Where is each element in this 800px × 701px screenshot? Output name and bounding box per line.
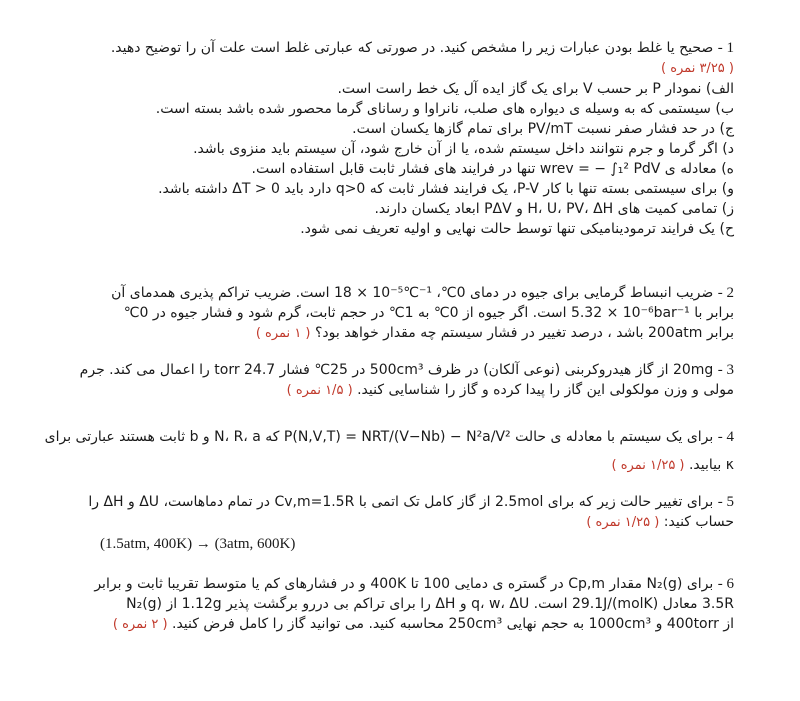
statement-item: ج) در حد فشار صفر نسبت PV/mT برای تمام گازها یکسان است. [352,121,734,137]
question-6-text: از 400torr و 1000cm³ به حجم نهایی 250cm³ محاسبه کنید. می توانید گاز را کامل فرض کنید. [172,616,734,632]
statement-item: د) اگر گرما و جرم نتوانند داخل سیستم شده، یا از آن خارج شود، آن سیستم باید منزوی باشد. [193,141,734,157]
statement-item: ز) تمامی کمیت های H، U، PV، ΔH و PΔV ابعاد یکسان دارند. [374,201,734,217]
process-state-change: (1.5atm, 400K) → (3atm, 600K) [100,536,296,552]
question-5-text: برای تغییر حالت زیر که برای 2.5mol از گاز کامل تک اتمی با Cv,m=1.5R در تمام دماهاست، ΔU و ΔH را [88,494,714,510]
statement-item: ب) سیستمی که به وسیله ی دیواره های صلب، نانراوا و رسانای گرما محصور شده باشد بسته است. [155,101,734,117]
statement-item: ح) یک فرایند ترمودینامیکی تنها توسط حالت نهایی و اولیه تعریف نمی شود. [300,221,734,237]
statement-item: الف) نمودار P بر حسب V برای یک گاز ایده آل یک خط راست است. [337,81,734,97]
marks-label: ( ۳/۲۵ نمره ) [660,61,734,76]
question-number: 4 - [717,429,734,445]
question-3-line [70,360,734,380]
question-6-text: برای N₂(g) مقدار Cp,m در گستره ی دمایی 100 تا 400K و در فشارهای کم یا متوسط تقریبا ثابت و برابر [94,576,714,592]
question-4 [44,427,734,476]
question-2 [70,283,734,344]
question-5 [70,492,734,533]
question-4-text: برای یک سیستم با معادله ی حالت ‎P(N,V,T) = NRT/(V−Nb) − N²a/V²‎ که N، R، a و b ثابت هستند عبارتی برای [44,429,714,445]
question-2-text: برابر 200atm باشد ، درصد تغییر در فشار سیستم چه مقدار خواهد بود؟ [314,325,734,341]
question-2-line: برابر با ‎5.32 × 10⁻⁶bar⁻¹‎ است. اگر جیوه از 0℃ به 1℃ در حجم ثابت، گرم شود و فشار جیوه در 0℃ [123,305,734,321]
marks-label: ( ۱ نمره ) [255,326,311,341]
question-6-line [70,574,734,594]
question-number: 1 - [717,40,734,56]
marks-label: ( ۲ نمره ) [112,617,168,632]
question-3-text: مولی و وزن مولکولی این گاز را پیدا کرده و گاز را شناسایی کنید. [357,382,734,398]
question-number: 6 - [717,576,734,592]
question-5-line [70,512,734,533]
question-number: 2 - [717,285,734,301]
marks-label: ( ۱/۵ نمره ) [286,383,353,398]
question-2-line [70,323,734,344]
question-5-text: حساب کنید: [663,514,734,530]
question-1-prompt: صحیح یا غلط بودن عبارات زیر را مشخص کنید. در صورتی که عبارتی غلط است علت آن را توضیح دهید. [110,40,714,56]
question-5-line [70,492,734,512]
statement-item: و) برای سیستمی بسته تنها با کار P-V، یک فرایند فشار ثابت که q>0 دارد باید ΔT > 0 داشته باشد. [158,181,734,197]
question-1-prompt-line [70,38,734,58]
question-4-text: κ بیابید. [688,457,734,473]
question-6-line [70,614,734,635]
question-2-line [70,283,734,303]
marks-label: ( ۱/۲۵ نمره ) [611,458,685,473]
question-number: 3 - [717,362,734,378]
question-3 [70,360,734,401]
question-3-line [70,380,734,401]
statement-item: ه) معادله ی wrev = − ∫₁² PdV تنها در فرایند های فشار ثابت قابل استفاده است. [251,161,734,177]
question-4-line [44,427,734,447]
marks-label: ( ۱/۲۵ نمره ) [586,515,660,530]
question-1 [70,38,734,239]
question-6 [70,574,734,635]
question-number: 5 - [717,494,734,510]
question-3-text: 20mg از گاز هیدروکربنی (نوعی آلکان) در ظرف 500cm³ در 25℃ فشار 24.7 torr را اعمال می کند. جرم [79,362,714,378]
question-6-line: 3.5R معادل 29.1J/(molK) است. q، w، ΔU و ΔH را برای تراکم بی دررو برگشت پذیر 1.12g از N₂(g) [126,596,734,612]
question-1-marks-line [70,58,734,79]
question-2-text: ضریب انبساط گرمایی برای جیوه در دمای 0℃، ‎18 × 10⁻⁵℃⁻¹‎ است. ضریب تراکم پذیری همدمای آن [111,285,714,301]
question-4-line [70,455,734,476]
